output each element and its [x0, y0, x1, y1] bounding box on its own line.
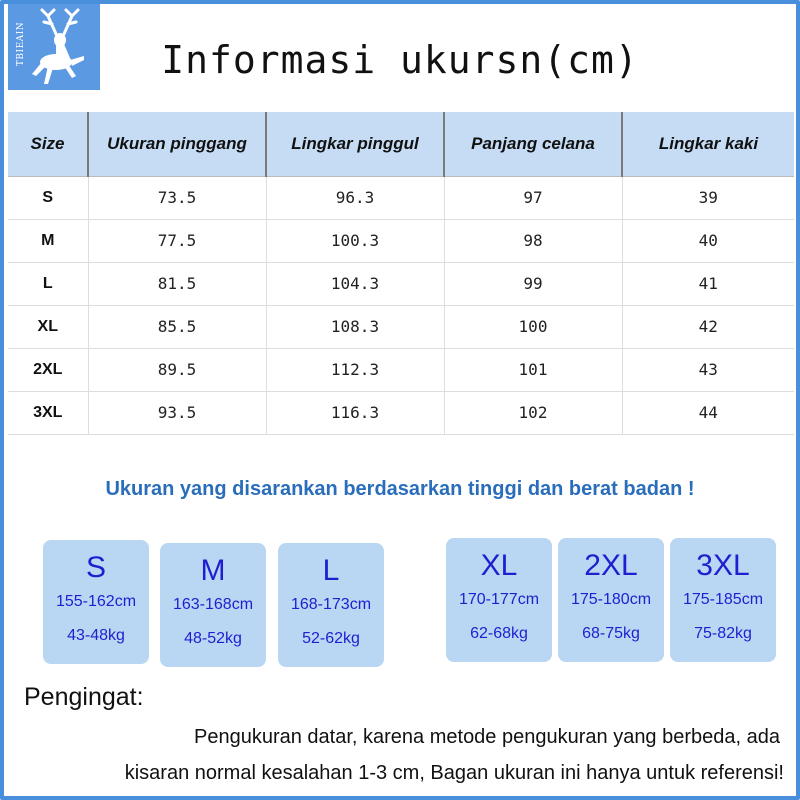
- reminder-label: Pengingat:: [24, 683, 144, 711]
- table-cell: 77.5: [88, 219, 266, 262]
- table-cell-size: L: [8, 262, 88, 305]
- table-cell: 102: [444, 391, 622, 434]
- card-size: S: [85, 551, 106, 584]
- card-size: 2XL: [584, 549, 638, 582]
- table-cell-size: 2XL: [8, 348, 88, 391]
- table-cell: 73.5: [88, 176, 266, 219]
- table-cell: 112.3: [266, 348, 444, 391]
- table-cell: 100: [444, 305, 622, 348]
- size-card-l: [278, 543, 384, 667]
- header-length: Panjang celana: [444, 112, 622, 176]
- recommendation-heading: Ukuran yang disarankan berdasarkan tinggi dan berat badan !: [105, 478, 695, 500]
- table-cell-size: XL: [8, 305, 88, 348]
- table-row: [8, 305, 794, 348]
- table-row: [8, 219, 794, 262]
- table-row: [8, 176, 794, 219]
- table-cell: 85.5: [88, 305, 266, 348]
- card-size: L: [322, 554, 340, 587]
- brand-logo-text: TBIEAIN: [16, 21, 26, 67]
- table-cell: 97: [444, 176, 622, 219]
- size-card-2xl: [558, 538, 664, 662]
- card-size: 3XL: [696, 549, 750, 582]
- table-cell: 93.5: [88, 391, 266, 434]
- table-row: [8, 262, 794, 305]
- table-cell: 108.3: [266, 305, 444, 348]
- reminder-text-line-1: Pengukuran datar, karena metode pengukuran yang berbeda, ada: [194, 726, 780, 748]
- size-chart-table: [8, 112, 794, 435]
- table-cell: 99: [444, 262, 622, 305]
- header-waist: Ukuran pinggang: [88, 112, 266, 176]
- reminder-text-line-2: kisaran normal kesalahan 1-3 cm, Bagan ukuran ini hanya untuk referensi!: [124, 762, 784, 784]
- card-height: 170-177cm: [458, 591, 540, 608]
- card-height: 175-185cm: [682, 591, 764, 608]
- table-cell: 104.3: [266, 262, 444, 305]
- card-weight: 43-48kg: [67, 627, 125, 644]
- table-cell: 89.5: [88, 348, 266, 391]
- table-row: [8, 348, 794, 391]
- table-cell-size: S: [8, 176, 88, 219]
- card-height: 163-168cm: [172, 596, 254, 613]
- table-cell: 98: [444, 219, 622, 262]
- page-title: Informasi ukursn(cm): [161, 38, 639, 82]
- table-cell: 40: [622, 219, 794, 262]
- table-cell: 44: [622, 391, 794, 434]
- card-weight: 52-62kg: [302, 630, 360, 647]
- table-cell: 101: [444, 348, 622, 391]
- card-weight: 62-68kg: [470, 625, 528, 642]
- card-weight: 68-75kg: [582, 625, 640, 642]
- table-row: [8, 391, 794, 434]
- size-card-3xl: [670, 538, 776, 662]
- card-height: 175-180cm: [570, 591, 652, 608]
- table-cell: 81.5: [88, 262, 266, 305]
- card-height: 155-162cm: [55, 593, 137, 610]
- header-leg-opening: Lingkar kaki: [622, 112, 794, 176]
- size-card-s: [43, 540, 149, 664]
- header-hip: Lingkar pinggul: [266, 112, 444, 176]
- table-cell: 100.3: [266, 219, 444, 262]
- table-cell: 42: [622, 305, 794, 348]
- header-size: Size: [8, 112, 88, 176]
- table-cell: 41: [622, 262, 794, 305]
- table-cell-size: 3XL: [8, 391, 88, 434]
- size-card-m: [160, 543, 266, 667]
- card-height: 168-173cm: [290, 596, 372, 613]
- table-cell-size: M: [8, 219, 88, 262]
- table-cell: 96.3: [266, 176, 444, 219]
- table-cell: 116.3: [266, 391, 444, 434]
- card-weight: 75-82kg: [694, 625, 752, 642]
- table-cell: 43: [622, 348, 794, 391]
- table-cell: 39: [622, 176, 794, 219]
- card-weight: 48-52kg: [184, 630, 242, 647]
- table-header-row: [8, 112, 794, 176]
- card-size: M: [200, 554, 226, 587]
- card-size: XL: [480, 549, 518, 582]
- size-card-xl: [446, 538, 552, 662]
